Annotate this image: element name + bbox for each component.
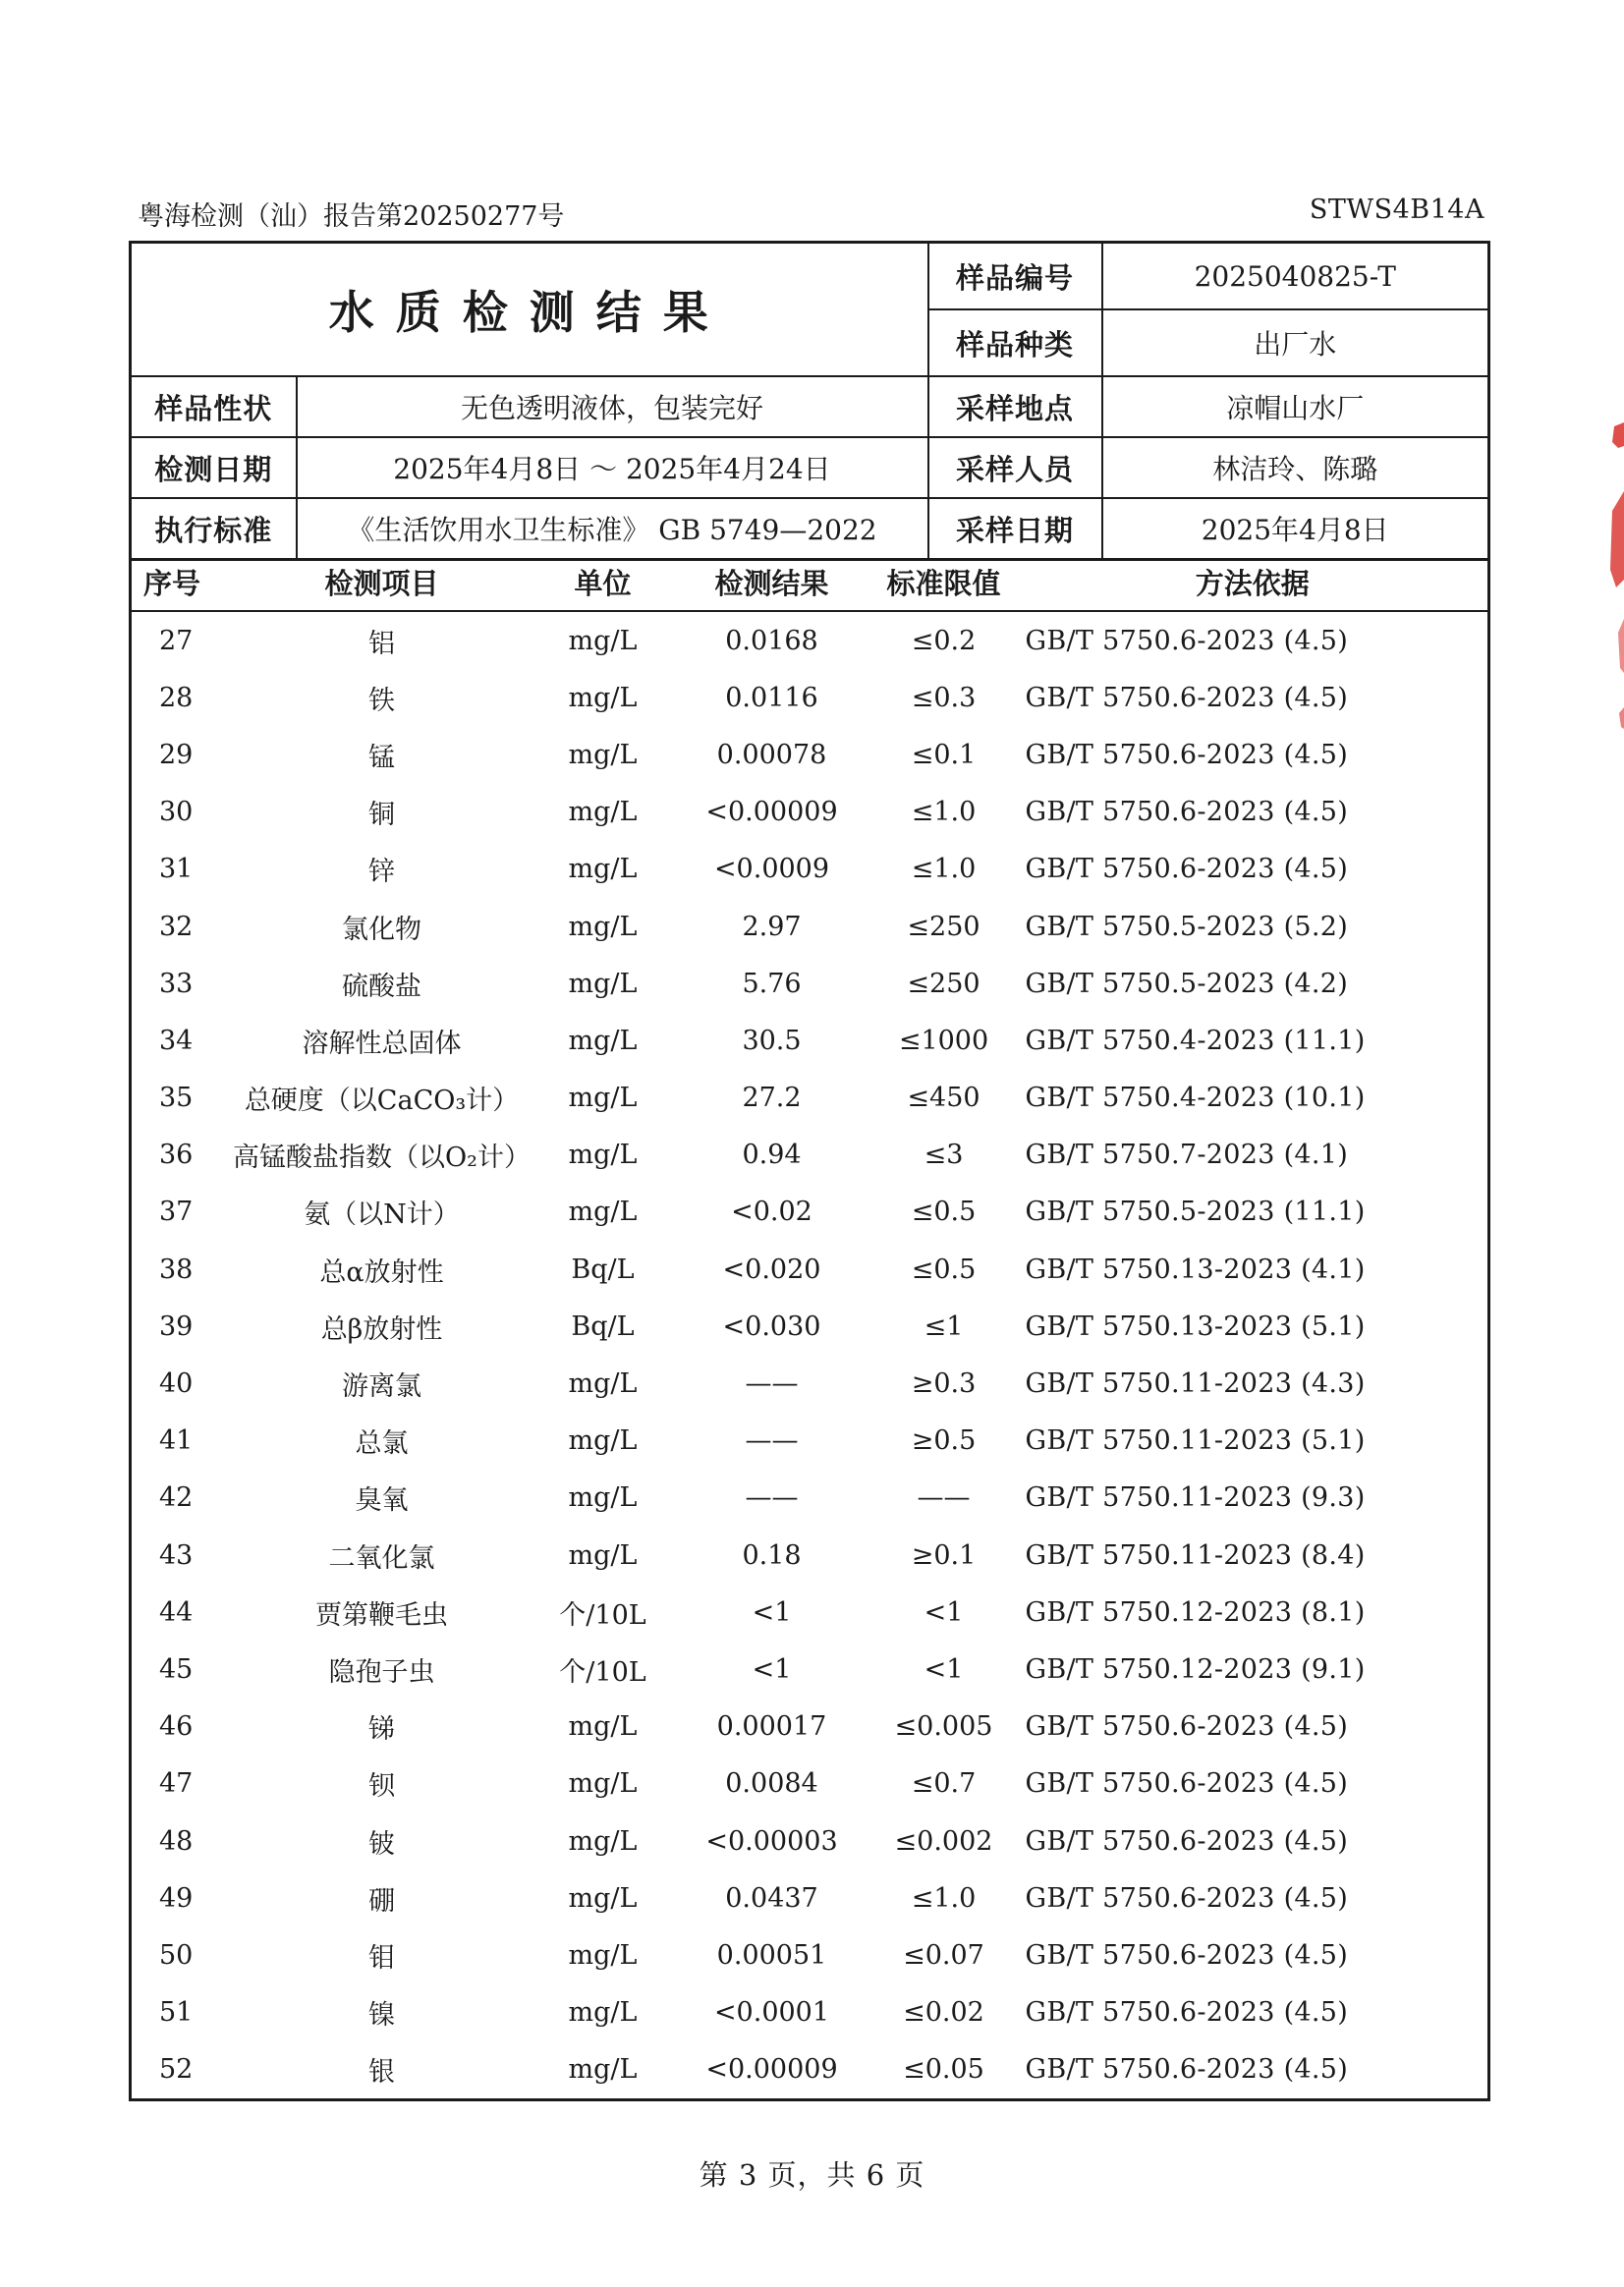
row-number: 49 — [159, 1882, 194, 1914]
test-method: GB/T 5750.6-2023 (4.5) — [1025, 682, 1349, 713]
unit: mg/L — [568, 682, 638, 713]
standard-limit: ≤0.002 — [894, 1825, 993, 1857]
test-result: 0.0168 — [725, 625, 818, 656]
sampling-location-label: 采样地点 — [928, 376, 1102, 437]
standard-limit: <1 — [924, 1653, 964, 1685]
unit: Bq/L — [571, 1254, 635, 1285]
test-item: 铝 — [368, 628, 395, 659]
results-body — [131, 611, 1489, 2099]
standard-limit: ≥0.3 — [911, 1368, 977, 1400]
standard-limit: ≤1.0 — [911, 1882, 977, 1914]
sampler-value: 林洁玲、陈璐 — [1102, 437, 1489, 498]
col-header-unit: 单位 — [532, 553, 674, 611]
test-method: GB/T 5750.6-2023 (4.5) — [1025, 1882, 1349, 1914]
col-header-no: 序号 — [131, 553, 232, 611]
test-result: 2.97 — [742, 911, 802, 942]
standard-limit: ≤1.0 — [911, 797, 977, 828]
page-title: 水质检测结果 — [131, 243, 928, 377]
test-item: 氯化物 — [342, 914, 421, 945]
sample-type-value: 出厂水 — [1102, 309, 1489, 376]
row-number: 52 — [159, 2054, 194, 2086]
report-code: STWS4B14A — [1309, 195, 1484, 225]
standard-limit: ≥0.5 — [911, 1425, 977, 1457]
standard-limit: ≤1 — [924, 1311, 964, 1342]
test-item: 锰 — [368, 742, 395, 773]
test-method: GB/T 5750.4-2023 (10.1) — [1025, 1083, 1366, 1114]
unit: 个/10L — [559, 1599, 646, 1631]
results-header-row — [131, 553, 1489, 611]
test-method: GB/T 5750.13-2023 (4.1) — [1025, 1254, 1366, 1285]
unit: mg/L — [568, 1197, 638, 1228]
test-result: <0.02 — [731, 1197, 812, 1228]
test-result: —— — [745, 1368, 799, 1400]
row-number: 50 — [159, 1939, 194, 1971]
test-item: 铍 — [368, 1828, 395, 1860]
col-header-method: 方法依据 — [1018, 553, 1489, 611]
test-method: GB/T 5750.6-2023 (4.5) — [1025, 1997, 1349, 2029]
row-number: 44 — [159, 1596, 194, 1628]
test-date-label: 检测日期 — [131, 437, 297, 498]
unit: mg/L — [568, 1482, 638, 1514]
test-method: GB/T 5750.12-2023 (8.1) — [1025, 1596, 1366, 1628]
test-item: 臭氧 — [355, 1485, 409, 1517]
test-item: 溶解性总固体 — [302, 1028, 462, 1059]
test-result: <0.00009 — [705, 2054, 838, 2086]
unit: mg/L — [568, 1083, 638, 1114]
test-date-value: 2025年4月8日 ～ 2025年4月24日 — [297, 437, 928, 498]
unit: mg/L — [568, 1768, 638, 1800]
row-number: 31 — [159, 854, 194, 885]
row-number: 39 — [159, 1311, 194, 1342]
test-result: 5.76 — [742, 968, 802, 999]
test-item: 氨（以N计） — [304, 1199, 460, 1231]
table-row — [131, 1813, 1489, 1869]
test-method: GB/T 5750.5-2023 (5.2) — [1025, 911, 1349, 942]
row-number: 43 — [159, 1539, 194, 1571]
test-method: GB/T 5750.11-2023 (5.1) — [1025, 1425, 1366, 1457]
table-row — [131, 1070, 1489, 1127]
row-number: 36 — [159, 1140, 194, 1171]
test-result: 0.94 — [742, 1140, 802, 1171]
col-header-limit: 标准限值 — [870, 553, 1018, 611]
col-header-result: 检测结果 — [674, 553, 870, 611]
row-number: 32 — [159, 911, 194, 942]
sample-property-value: 无色透明液体，包装完好 — [297, 376, 928, 437]
row-number: 48 — [159, 1825, 194, 1857]
test-method: GB/T 5750.5-2023 (11.1) — [1025, 1197, 1366, 1228]
standard-limit: ≤0.3 — [911, 682, 977, 713]
table-row — [131, 669, 1489, 726]
sampler-label: 采样人员 — [928, 437, 1102, 498]
test-item: 总α放射性 — [319, 1256, 444, 1288]
unit: mg/L — [568, 1997, 638, 2029]
test-result: <0.0001 — [713, 1997, 830, 2029]
table-row — [131, 1413, 1489, 1470]
col-header-item: 检测项目 — [232, 553, 532, 611]
unit: mg/L — [568, 911, 638, 942]
unit: mg/L — [568, 2054, 638, 2086]
test-method: GB/T 5750.6-2023 (4.5) — [1025, 2054, 1349, 2086]
test-method: GB/T 5750.6-2023 (4.5) — [1025, 1711, 1349, 1743]
sampling-date-value: 2025年4月8日 — [1102, 498, 1489, 560]
row-number: 38 — [159, 1254, 194, 1285]
test-result: <1 — [752, 1596, 792, 1628]
table-row — [131, 1298, 1489, 1355]
table-row — [131, 1470, 1489, 1527]
unit: mg/L — [568, 797, 638, 828]
unit: mg/L — [568, 968, 638, 999]
test-result: 0.0084 — [725, 1768, 818, 1800]
row-number: 37 — [159, 1197, 194, 1228]
test-item: 锑 — [368, 1714, 395, 1746]
sample-info-table — [129, 241, 1490, 561]
unit: mg/L — [568, 1711, 638, 1743]
test-result: <0.020 — [722, 1254, 821, 1285]
table-row — [131, 1012, 1489, 1069]
test-item: 铁 — [368, 685, 395, 716]
standard-limit: ≤1.0 — [911, 854, 977, 885]
standard-limit: —— — [917, 1482, 971, 1514]
standard-limit: ≤0.5 — [911, 1197, 977, 1228]
test-result: 0.0437 — [725, 1882, 818, 1914]
page-number: 第 3 页，共 6 页 — [699, 2158, 925, 2192]
table-row — [131, 1699, 1489, 1756]
standard-limit: ≤0.7 — [911, 1768, 977, 1800]
row-number: 42 — [159, 1482, 194, 1514]
table-row — [131, 1641, 1489, 1698]
test-item: 银 — [368, 2057, 395, 2089]
unit: mg/L — [568, 1939, 638, 1971]
unit: mg/L — [568, 1425, 638, 1457]
row-number: 27 — [159, 625, 194, 656]
standard-limit: ≤0.5 — [911, 1254, 977, 1285]
row-number: 45 — [159, 1653, 194, 1685]
test-result: —— — [745, 1482, 799, 1514]
test-item: 贾第鞭毛虫 — [315, 1599, 448, 1631]
sampling-location-value: 凉帽山水厂 — [1102, 376, 1489, 437]
table-row — [131, 841, 1489, 898]
test-method: GB/T 5750.13-2023 (5.1) — [1025, 1311, 1366, 1342]
row-number: 46 — [159, 1711, 194, 1743]
unit: mg/L — [568, 1539, 638, 1571]
red-stamp-fragment — [1608, 422, 1624, 737]
test-result: 0.18 — [742, 1539, 802, 1571]
standard-limit: ≤0.005 — [894, 1711, 993, 1743]
test-method: GB/T 5750.6-2023 (4.5) — [1025, 625, 1349, 656]
table-row — [131, 898, 1489, 955]
table-row — [131, 1584, 1489, 1641]
table-row — [131, 726, 1489, 783]
test-result: 0.00017 — [716, 1711, 827, 1743]
row-number: 41 — [159, 1425, 194, 1457]
row-number: 28 — [159, 682, 194, 713]
test-item: 硫酸盐 — [342, 971, 421, 1002]
test-result: <0.0009 — [713, 854, 830, 885]
standard-label: 执行标准 — [131, 498, 297, 560]
test-result: <1 — [752, 1653, 792, 1685]
unit: mg/L — [568, 625, 638, 656]
table-row — [131, 1241, 1489, 1298]
test-item: 锌 — [368, 857, 395, 888]
table-row — [131, 1869, 1489, 1926]
sample-type-label: 样品种类 — [928, 309, 1102, 376]
test-item: 硼 — [368, 1885, 395, 1917]
table-row — [131, 1127, 1489, 1184]
standard-limit: <1 — [924, 1596, 964, 1628]
standard-limit: ≤3 — [924, 1140, 964, 1171]
unit: mg/L — [568, 1368, 638, 1400]
test-method: GB/T 5750.6-2023 (4.5) — [1025, 854, 1349, 885]
row-number: 40 — [159, 1368, 194, 1400]
unit: mg/L — [568, 1825, 638, 1857]
row-number: 33 — [159, 968, 194, 999]
standard-value: 《生活饮用水卫生标准》 GB 5749—2022 — [297, 498, 928, 560]
table-row — [131, 1184, 1489, 1241]
test-item: 铜 — [368, 800, 395, 831]
test-item: 钡 — [368, 1771, 395, 1803]
test-method: GB/T 5750.12-2023 (9.1) — [1025, 1653, 1366, 1685]
standard-limit: ≤0.07 — [903, 1939, 984, 1971]
test-method: GB/T 5750.6-2023 (4.5) — [1025, 797, 1349, 828]
test-item: 总氯 — [355, 1428, 409, 1460]
sample-no-label: 样品编号 — [928, 243, 1102, 310]
sample-no-value: 2025040825-T — [1102, 243, 1489, 310]
row-number: 51 — [159, 1997, 194, 2029]
test-method: GB/T 5750.4-2023 (11.1) — [1025, 1025, 1366, 1056]
test-method: GB/T 5750.6-2023 (4.5) — [1025, 1825, 1349, 1857]
test-result: —— — [745, 1425, 799, 1457]
sampling-date-label: 采样日期 — [928, 498, 1102, 560]
test-method: GB/T 5750.6-2023 (4.5) — [1025, 739, 1349, 770]
test-result: <0.030 — [722, 1311, 821, 1342]
table-row — [131, 1527, 1489, 1584]
test-item: 镍 — [368, 2000, 395, 2032]
row-number: 47 — [159, 1768, 194, 1800]
standard-limit: ≥0.1 — [911, 1539, 977, 1571]
test-method: GB/T 5750.7-2023 (4.1) — [1025, 1140, 1349, 1171]
unit: mg/L — [568, 1140, 638, 1171]
test-result: <0.00003 — [705, 1825, 838, 1857]
test-item: 二氧化氯 — [328, 1542, 435, 1574]
unit: mg/L — [568, 854, 638, 885]
row-number: 30 — [159, 797, 194, 828]
test-result: 27.2 — [742, 1083, 802, 1114]
test-result: 0.0116 — [725, 682, 818, 713]
table-row — [131, 1355, 1489, 1412]
test-method: GB/T 5750.6-2023 (4.5) — [1025, 1939, 1349, 1971]
test-result: <0.00009 — [705, 797, 838, 828]
table-row — [131, 1926, 1489, 1983]
results-table — [129, 553, 1490, 2101]
standard-limit: ≤250 — [907, 911, 980, 942]
test-method: GB/T 5750.6-2023 (4.5) — [1025, 1768, 1349, 1800]
unit: Bq/L — [571, 1311, 635, 1342]
table-row — [131, 1756, 1489, 1813]
table-row — [131, 1984, 1489, 2041]
standard-limit: ≤1000 — [898, 1025, 989, 1056]
unit: mg/L — [568, 739, 638, 770]
test-method: GB/T 5750.11-2023 (4.3) — [1025, 1368, 1366, 1400]
row-number: 29 — [159, 739, 194, 770]
row-number: 35 — [159, 1083, 194, 1114]
report-number: 粤海检测（汕）报告第20250277号 — [138, 201, 565, 232]
standard-limit: ≤250 — [907, 968, 980, 999]
standard-limit: ≤0.05 — [903, 2054, 984, 2086]
test-item: 总β放射性 — [320, 1313, 443, 1345]
test-item: 钼 — [368, 1942, 395, 1974]
standard-limit: ≤0.02 — [903, 1997, 984, 2029]
unit: 个/10L — [559, 1656, 646, 1688]
test-result: 0.00051 — [716, 1939, 827, 1971]
test-method: GB/T 5750.11-2023 (9.3) — [1025, 1482, 1366, 1514]
test-method: GB/T 5750.5-2023 (4.2) — [1025, 968, 1349, 999]
table-row — [131, 784, 1489, 841]
standard-limit: ≤0.1 — [911, 739, 977, 770]
table-row — [131, 955, 1489, 1012]
test-result: 30.5 — [742, 1025, 802, 1056]
unit: mg/L — [568, 1882, 638, 1914]
standard-limit: ≤0.2 — [911, 625, 977, 656]
sample-property-label: 样品性状 — [131, 376, 297, 437]
row-number: 34 — [159, 1025, 194, 1056]
table-row — [131, 2041, 1489, 2100]
test-item: 总硬度（以CaCO₃计） — [244, 1086, 520, 1117]
unit: mg/L — [568, 1025, 638, 1056]
test-method: GB/T 5750.11-2023 (8.4) — [1025, 1539, 1366, 1571]
test-result: 0.00078 — [716, 739, 827, 770]
table-row — [131, 611, 1489, 669]
standard-limit: ≤450 — [907, 1083, 980, 1114]
test-item: 高锰酸盐指数（以O₂计） — [233, 1143, 531, 1174]
test-item: 隐孢子虫 — [328, 1656, 435, 1688]
test-item: 游离氯 — [342, 1371, 421, 1403]
